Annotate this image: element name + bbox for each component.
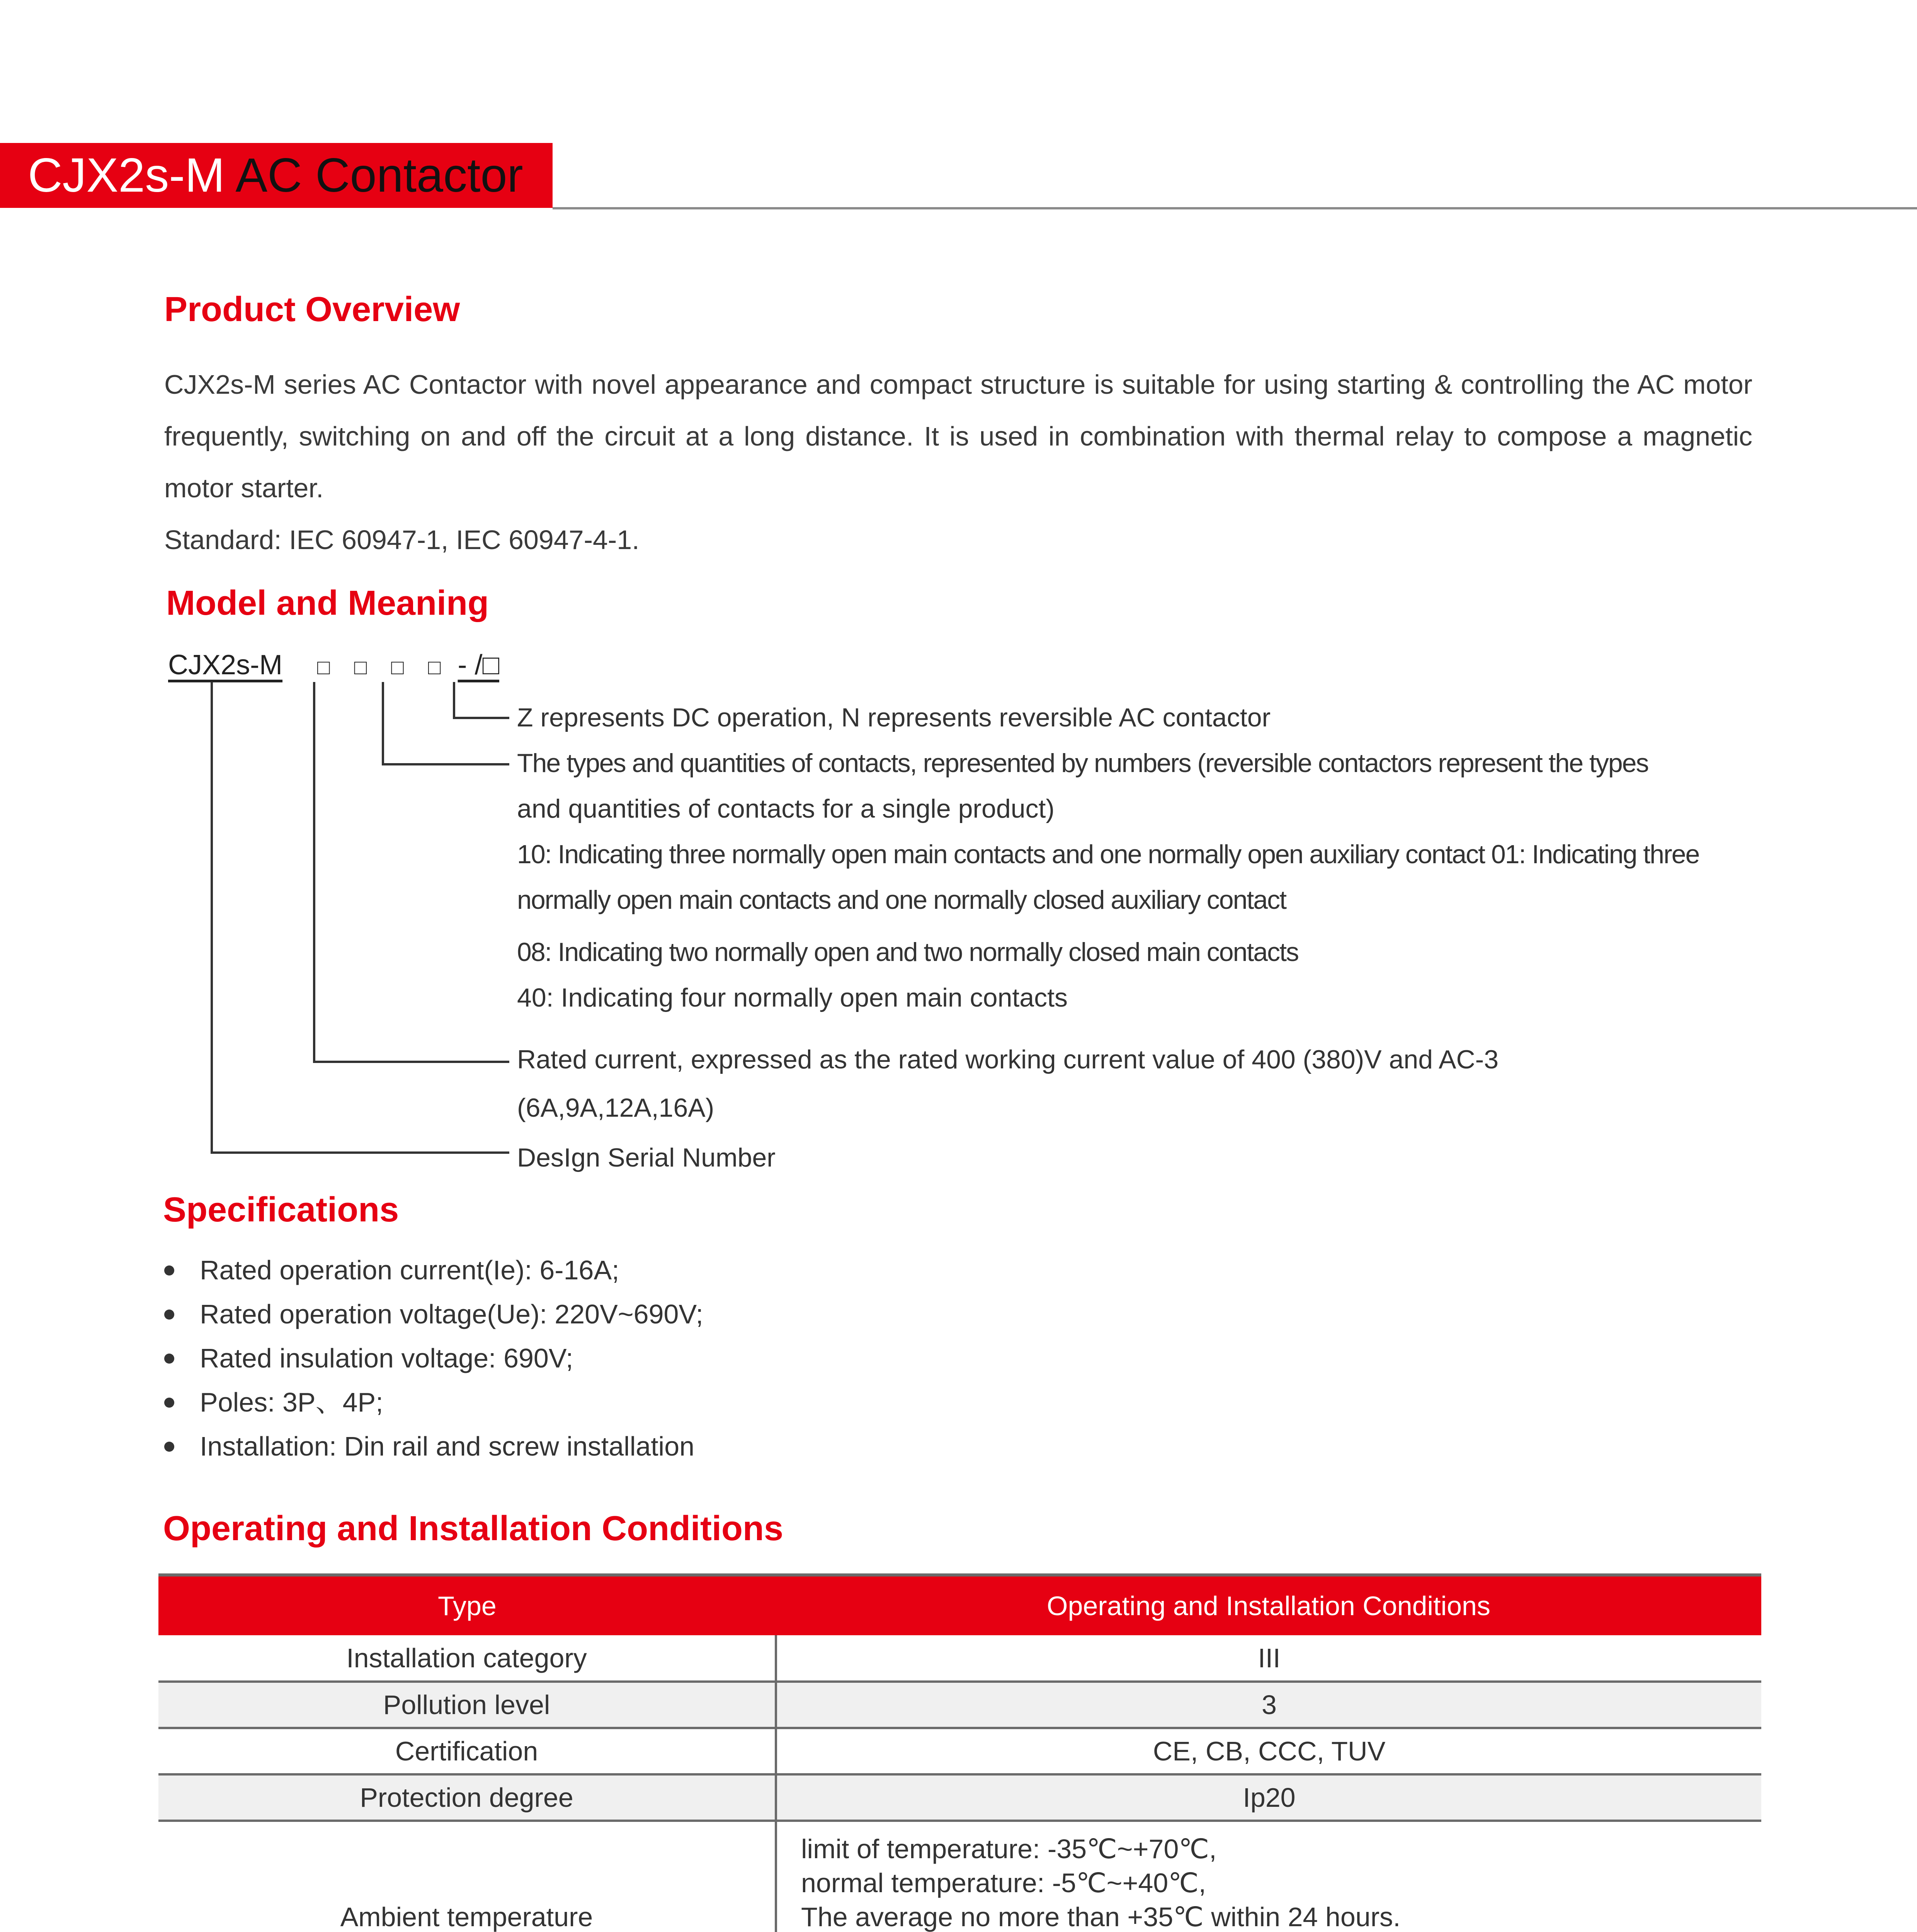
model-code-suffix: - /□ [458, 650, 500, 680]
connector-rated-horizontal [313, 1061, 509, 1063]
connector-types-horizontal [382, 763, 509, 765]
list-item: Rated operation current(Ie): 6-16A; [164, 1248, 703, 1292]
bullet-icon [164, 1310, 174, 1320]
list-item: Rated insulation voltage: 690V; [164, 1336, 703, 1380]
connector-design-horizontal [211, 1151, 509, 1154]
overview-heading: Product Overview [164, 290, 460, 329]
cell-type: Protection degree [158, 1774, 776, 1821]
meaning-design: DesIgn Serial Number [517, 1143, 776, 1172]
title-product: AC Contactor [235, 149, 523, 202]
cell-value: limit of temperature: -35℃~+70℃, normal temperature: -5℃~+40℃, The average no more than +35℃ within 24 hours. [776, 1821, 1761, 1932]
table-row [158, 1682, 1761, 1728]
meaning-types-1: The types and quantities of contacts, represented by numbers (reversible contactors represent the types [517, 748, 1648, 778]
bullet-icon [164, 1442, 174, 1452]
connector-z-vertical [453, 682, 455, 719]
title-divider [553, 207, 1917, 209]
table-row [158, 1728, 1761, 1774]
model-code-base: CJX2s-M [168, 650, 283, 680]
conditions-heading: Operating and Installation Conditions [163, 1509, 784, 1548]
connector-z-horizontal [453, 717, 509, 719]
cell-type: Certification [158, 1728, 776, 1774]
model-code [168, 649, 499, 681]
title-model: CJX2s-M [28, 149, 225, 202]
cell-type: Ambient temperature [158, 1821, 776, 1932]
conditions-table [158, 1573, 1761, 1932]
column-header-type: Type [158, 1575, 776, 1635]
table-row [158, 1774, 1761, 1821]
meaning-types-2: and quantities of contacts for a single product) [517, 794, 1055, 823]
cell-value: 3 [776, 1682, 1761, 1728]
list-item: Rated operation voltage(Ue): 220V~690V; [164, 1292, 703, 1336]
connector-design-vertical [211, 682, 213, 1153]
cell-type: Pollution level [158, 1682, 776, 1728]
cell-value: III [776, 1635, 1761, 1682]
list-item: Installation: Din rail and screw installation [164, 1424, 703, 1468]
specs-list [164, 1248, 703, 1468]
meaning-40: 40: Indicating four normally open main contacts [517, 983, 1068, 1012]
meaning-rated-2: (6A,9A,12A,16A) [517, 1093, 714, 1122]
bullet-icon [164, 1354, 174, 1364]
cell-value: Ip20 [776, 1774, 1761, 1821]
list-item: Poles: 3P、4P; [164, 1380, 703, 1424]
bullet-icon [164, 1398, 174, 1408]
model-code-boxes: □ □ □ □ [317, 656, 450, 679]
table-header-row [158, 1575, 1761, 1635]
bullet-icon [164, 1265, 174, 1276]
meaning-08: 08: Indicating two normally open and two normally closed main contacts [517, 937, 1299, 967]
model-heading: Model and Meaning [166, 584, 489, 622]
meaning-z: Z represents DC operation, N represents reversible AC contactor [517, 703, 1271, 732]
cell-type: Installation category [158, 1635, 776, 1682]
column-header-conditions: Operating and Installation Conditions [776, 1575, 1761, 1635]
specs-heading: Specifications [163, 1190, 399, 1229]
meaning-10-1: 10: Indicating three normally open main contacts and one normally open auxiliary contact 01: Indicating three [517, 840, 1699, 869]
connector-rated-vertical [313, 682, 315, 1063]
page-title [0, 143, 553, 208]
table-row [158, 1635, 1761, 1682]
cell-value: CE, CB, CCC, TUV [776, 1728, 1761, 1774]
meaning-10-2: normally open main contacts and one normally closed auxiliary contact [517, 885, 1286, 915]
table-row [158, 1821, 1761, 1932]
connector-types-vertical [382, 682, 384, 765]
meaning-rated-1: Rated current, expressed as the rated working current value of 400 (380)V and AC-3 [517, 1045, 1499, 1074]
overview-text: CJX2s-M series AC Contactor with novel appearance and compact structure is suitable for using starting & controlling the AC motor frequently, switching on and off the circuit at a long distance. It is used in combination with thermal relay to compose a magnetic motor starter. [164, 369, 1752, 503]
overview-standard: Standard: IEC 60947-1, IEC 60947-4-1. [164, 525, 640, 555]
overview-body [164, 359, 1752, 566]
